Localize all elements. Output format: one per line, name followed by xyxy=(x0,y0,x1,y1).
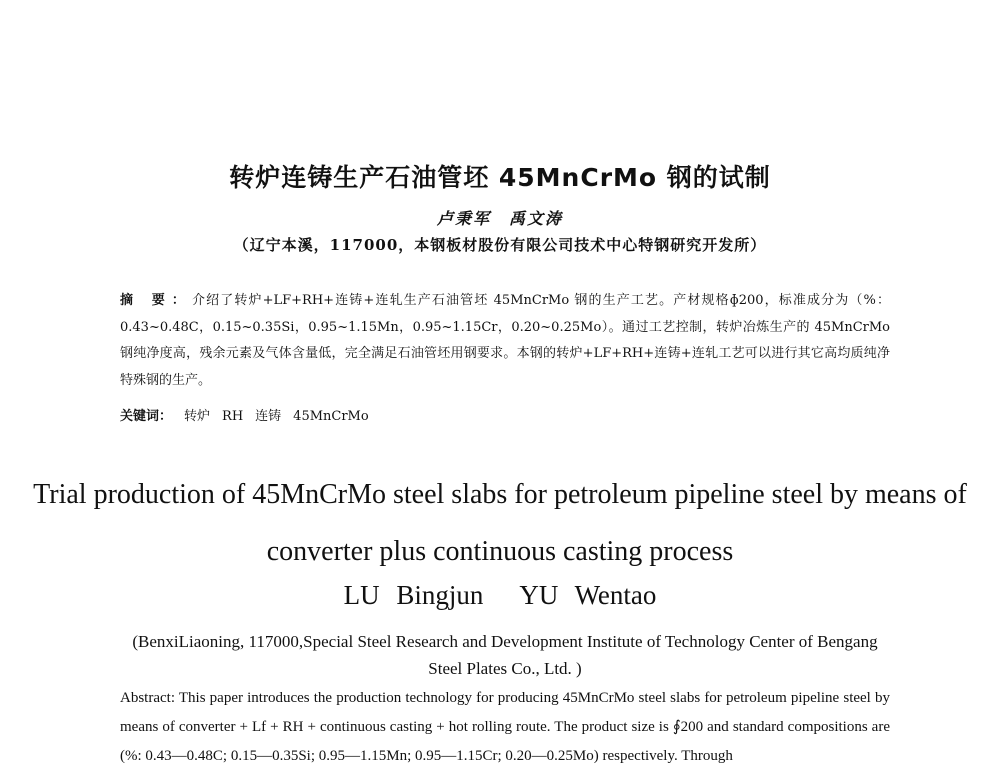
keyword: 45MnCrMo xyxy=(293,409,369,424)
english-abstract xyxy=(120,684,890,771)
chinese-abstract-label: 摘 要： xyxy=(120,293,193,308)
author-name: YU Wentao xyxy=(519,580,657,610)
keyword: 转炉 xyxy=(184,409,211,424)
chinese-affiliation: （辽宁本溪，117000，本钢板材股份有限公司技术中心特钢研究开发所） xyxy=(233,236,767,254)
english-abstract-label: Abstract: xyxy=(120,690,175,706)
chinese-abstract xyxy=(120,288,890,394)
english-abstract-text: This paper introduces the production technology for producing 45MnCrMo steel slabs for petroleum pipeline steel by means of converter + Lf + RH + continuous casting + hot rolling route. The product size is ∮200 and standard compositions are (%: 0.43—0.48C; 0.15—0.35Si; 0.95—1.15Mn; 0.95—1.15Cr; 0.20—0.25Mo) respectively. Through xyxy=(120,690,890,764)
keyword: 连铸 xyxy=(255,409,282,424)
author-name: LU Bingjun xyxy=(343,580,484,610)
english-authors xyxy=(0,580,1000,611)
chinese-title: 转炉连铸生产石油管坯 45MnCrMo 钢的试制 xyxy=(229,163,771,192)
chinese-authors: 卢秉军 禹文涛 xyxy=(436,209,563,228)
keyword: RH xyxy=(222,409,244,424)
chinese-abstract-text: 介绍了转炉+LF+RH+连铸+连轧生产石油管坯 45MnCrMo 钢的生产工艺。产材规格ɸ200，标准成分为（%：0.43~0.48C，0.15~0.35Si，0.95~1.15Mn，0.95~1.15Cr，0.20~0.25Mo）。通过工艺控制，转炉冶炼生产的 45MnCrMo 钢纯净度高，残余元素及气体含量低，完全满足石油管坯用钢要求。本钢的转炉+LF+RH+连铸+连轧工艺可以进行其它高均质纯净特殊钢的生产。 xyxy=(120,293,890,388)
english-affiliation: (BenxiLiaoning, 117000,Special Steel Research and Development Institute of Technology Center of Bengang Steel Plates Co., Ltd. ) xyxy=(132,632,878,678)
chinese-keywords xyxy=(120,405,890,424)
english-title: Trial production of 45MnCrMo steel slabs for petroleum pipeline steel by means of converter plus continuous casting process xyxy=(33,479,967,567)
keywords-label: 关键词： xyxy=(120,409,173,424)
